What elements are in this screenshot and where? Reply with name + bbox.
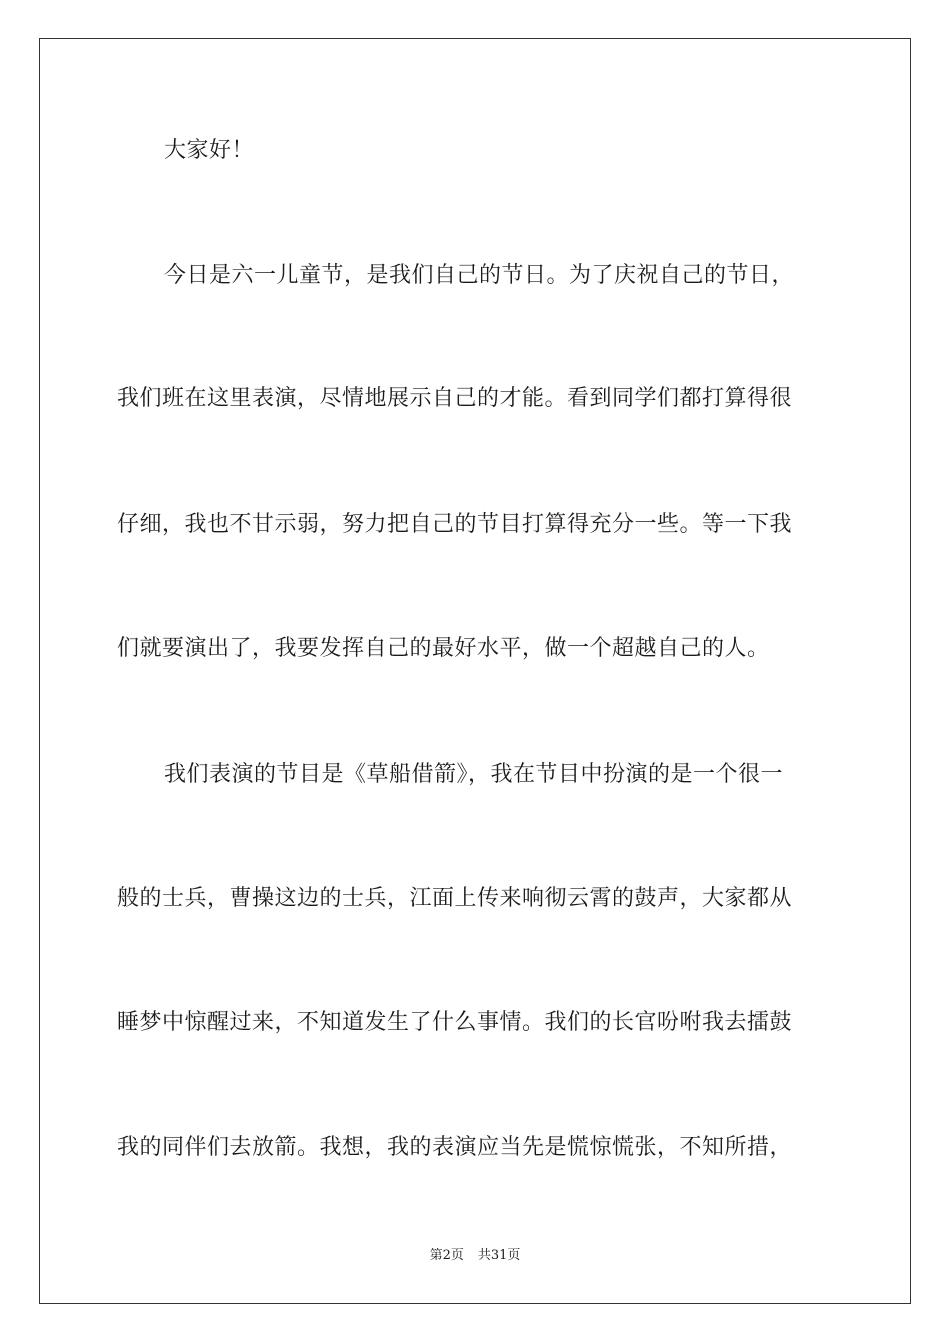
paragraph-line: 我们班在这里表演，尽情地展示自己的才能。看到同学们都打算得很 <box>117 386 793 411</box>
page-border <box>39 38 911 1304</box>
page-footer <box>0 1247 950 1265</box>
paragraph-line: 仔细，我也不甘示弱，努力把自己的节目打算得充分一些。等一下我 <box>117 512 793 537</box>
total-pages: 共31页 <box>477 1248 521 1263</box>
paragraph-line: 般的士兵，曹操这边的士兵，江面上传来响彻云霄的鼓声，大家都从 <box>117 886 793 911</box>
paragraph-line: 我们表演的节目是《草船借箭》，我在节目中扮演的是一个很一 <box>164 762 784 787</box>
page-number: 第2页 <box>429 1248 464 1263</box>
greeting-line: 大家好！ <box>164 138 255 163</box>
paragraph-line: 今日是六一儿童节，是我们自己的节日。为了庆祝自己的节日， <box>164 263 795 288</box>
paragraph-line: 睡梦中惊醒过来，不知道发生了什么事情。我们的长官吩咐我去擂鼓 <box>117 1010 793 1035</box>
paragraph-line: 我的同伴们去放箭。我想，我的表演应当先是慌惊慌张，不知所措， <box>117 1135 793 1160</box>
paragraph-line: 们就要演出了，我要发挥自己的最好水平，做一个超越自己的人。 <box>117 636 770 661</box>
